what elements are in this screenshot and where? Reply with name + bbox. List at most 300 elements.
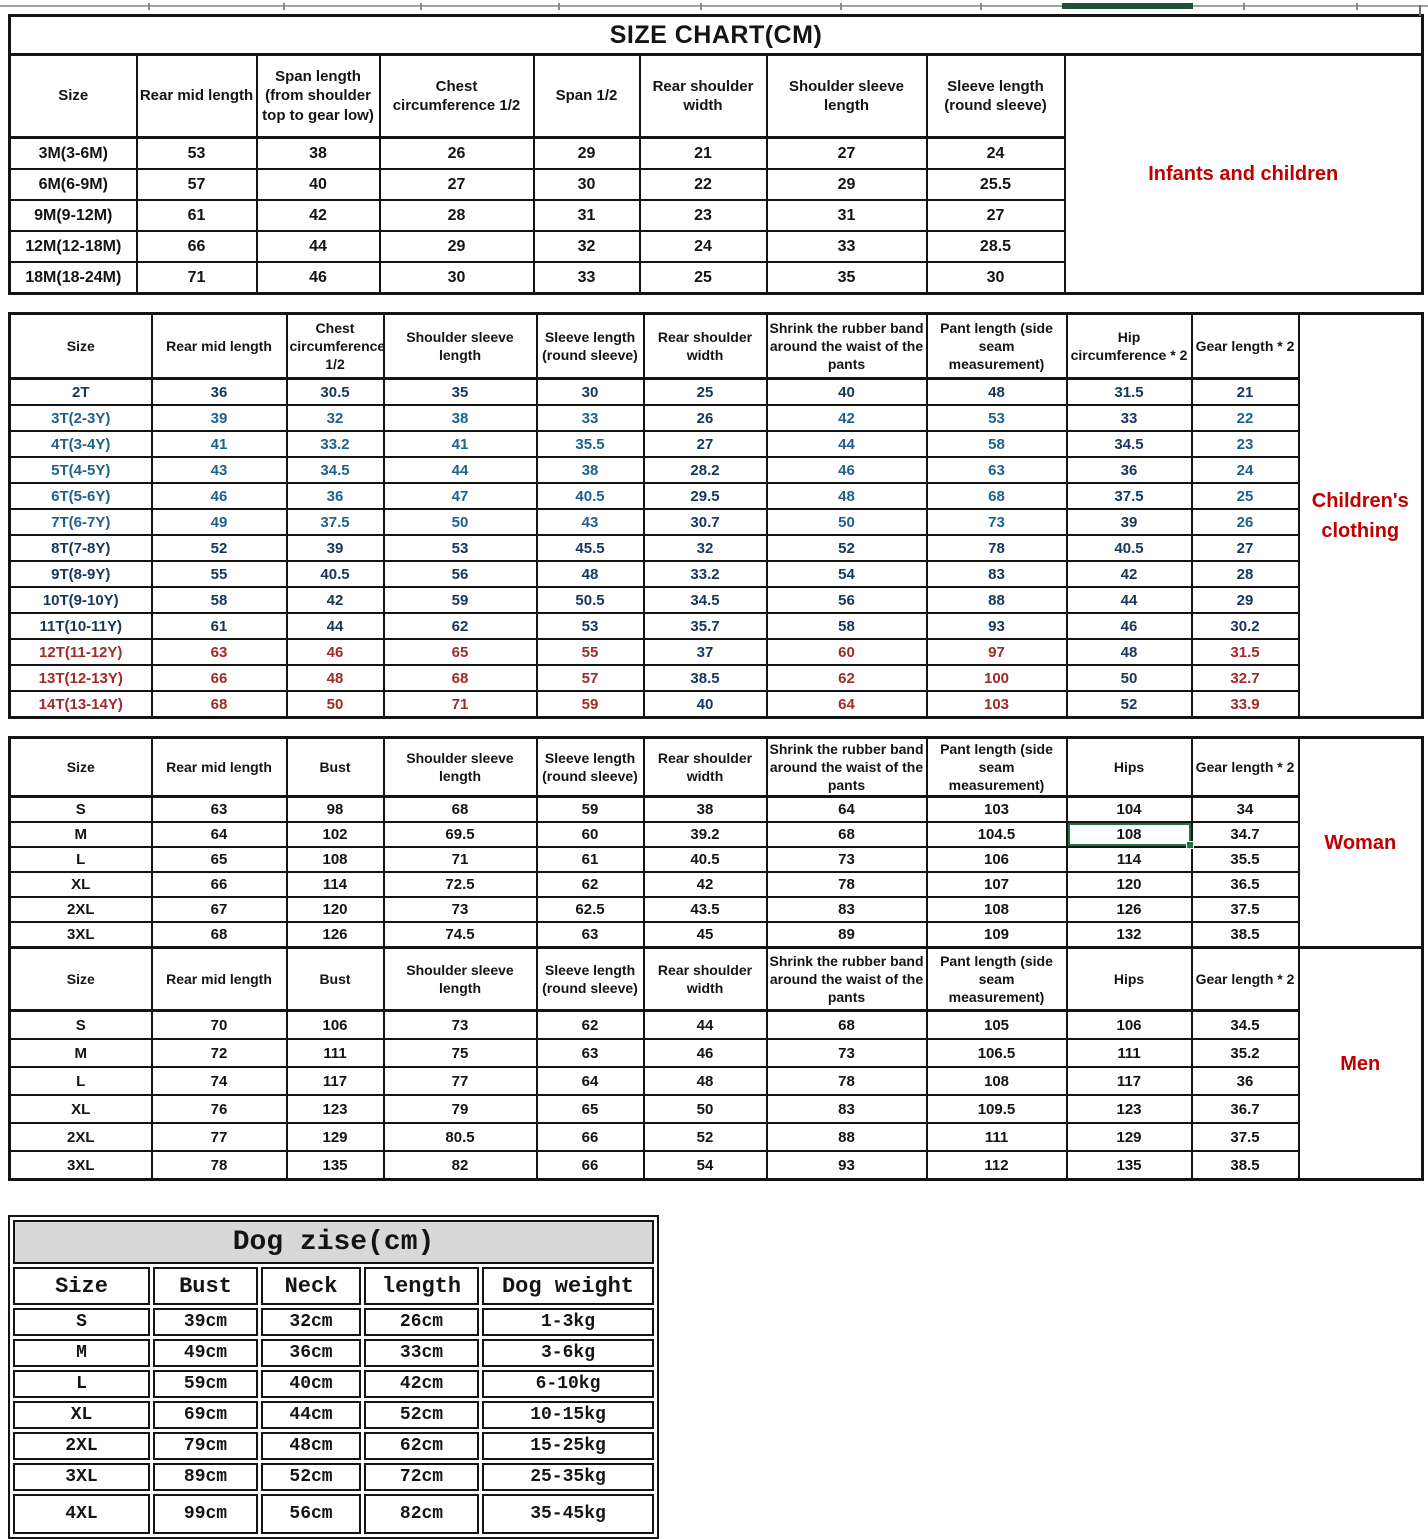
table-row — [10, 639, 1423, 665]
column-tick — [558, 3, 560, 10]
size-cell: 3T(2-3Y) — [10, 405, 152, 431]
size-cell: L — [13, 1370, 150, 1398]
value-cell: 111 — [287, 1039, 384, 1067]
value-cell: 32 — [534, 231, 640, 262]
value-cell: 35.2 — [1192, 1039, 1299, 1067]
table-row — [10, 405, 1423, 431]
value-cell: 43.5 — [644, 897, 767, 922]
size-cell: 9T(8-9Y) — [10, 561, 152, 587]
header-row — [10, 948, 1423, 1011]
value-cell: 66 — [152, 872, 287, 897]
value-cell: 53 — [537, 613, 644, 639]
size-cell: 18M(18-24M) — [10, 262, 137, 294]
value-cell: 66 — [137, 231, 257, 262]
size-cell: S — [10, 1011, 152, 1040]
value-cell: 57 — [137, 169, 257, 200]
category-side-label: Infants and children — [1065, 55, 1423, 294]
column-header: Bust — [287, 948, 384, 1011]
column-header: Sleeve length (round sleeve) — [537, 314, 644, 379]
value-cell: 108 — [927, 1067, 1067, 1095]
column-header: Dog weight — [482, 1267, 654, 1305]
size-cell: M — [10, 1039, 152, 1067]
size-cell: 6T(5-6Y) — [10, 483, 152, 509]
size-cell: 3XL — [10, 1151, 152, 1180]
value-cell: 37.5 — [1067, 483, 1192, 509]
value-cell: 73 — [927, 509, 1067, 535]
value-cell: 26cm — [364, 1308, 479, 1336]
value-cell: 106 — [1067, 1011, 1192, 1040]
value-cell: 68 — [152, 922, 287, 948]
column-header: Neck — [261, 1267, 361, 1305]
value-cell: 83 — [927, 561, 1067, 587]
value-cell: 126 — [287, 922, 384, 948]
table-row — [10, 797, 1423, 823]
size-cell: 12M(12-18M) — [10, 231, 137, 262]
value-cell: 68 — [767, 822, 927, 847]
value-cell: 32 — [287, 405, 384, 431]
column-header: Shoulder sleeve length — [384, 948, 537, 1011]
column-header: Shoulder sleeve length — [384, 314, 537, 379]
value-cell: 107 — [927, 872, 1067, 897]
value-cell: 28 — [1192, 561, 1299, 587]
value-cell: 62cm — [364, 1432, 479, 1460]
value-cell: 40.5 — [287, 561, 384, 587]
spreadsheet-gridline — [0, 5, 1428, 7]
table-row — [13, 1432, 654, 1460]
value-cell: 34.5 — [287, 457, 384, 483]
value-cell: 21 — [640, 138, 767, 170]
value-cell: 37 — [644, 639, 767, 665]
size-cell: 2XL — [10, 1123, 152, 1151]
column-header: Chest circumference 1/2 — [287, 314, 384, 379]
value-cell: 78 — [152, 1151, 287, 1180]
value-cell: 52 — [767, 535, 927, 561]
size-cell: XL — [10, 872, 152, 897]
size-cell: 3M(3-6M) — [10, 138, 137, 170]
value-cell: 89cm — [153, 1463, 258, 1491]
column-header: Chest circumference 1/2 — [380, 55, 534, 138]
value-cell: 76 — [152, 1095, 287, 1123]
column-header: Size — [13, 1267, 150, 1305]
value-cell: 44 — [1067, 587, 1192, 613]
table-row — [10, 535, 1423, 561]
value-cell: 38 — [537, 457, 644, 483]
column-header: Shrink the rubber band around the waist of the pants — [767, 738, 927, 797]
value-cell: 45.5 — [537, 535, 644, 561]
value-cell: 38.5 — [1192, 922, 1299, 948]
value-cell: 58 — [767, 613, 927, 639]
value-cell: 68 — [384, 797, 537, 823]
value-cell: 15-25kg — [482, 1432, 654, 1460]
value-cell: 36 — [287, 483, 384, 509]
value-cell: 89 — [767, 922, 927, 948]
value-cell: 46 — [287, 639, 384, 665]
value-cell: 22 — [1192, 405, 1299, 431]
value-cell: 27 — [927, 200, 1065, 231]
value-cell: 10-15kg — [482, 1401, 654, 1429]
value-cell: 36 — [152, 379, 287, 406]
column-header: Pant length (side seam measurement) — [927, 314, 1067, 379]
value-cell: 64 — [537, 1067, 644, 1095]
value-cell: 99cm — [153, 1494, 258, 1534]
value-cell: 67 — [152, 897, 287, 922]
column-header: Rear mid length — [152, 738, 287, 797]
value-cell: 32cm — [261, 1308, 361, 1336]
value-cell: 78 — [767, 872, 927, 897]
value-cell: 111 — [1067, 1039, 1192, 1067]
value-cell: 27 — [644, 431, 767, 457]
size-cell: M — [10, 822, 152, 847]
value-cell: 34.5 — [1192, 1011, 1299, 1040]
value-cell: 64 — [152, 822, 287, 847]
value-cell: 3-6kg — [482, 1339, 654, 1367]
value-cell: 106 — [927, 847, 1067, 872]
column-tick — [1356, 3, 1358, 10]
value-cell: 26 — [380, 138, 534, 170]
value-cell: 53 — [384, 535, 537, 561]
column-header: Size — [10, 738, 152, 797]
value-cell: 32.7 — [1192, 665, 1299, 691]
value-cell: 50 — [1067, 665, 1192, 691]
value-cell: 68 — [767, 1011, 927, 1040]
value-cell: 62 — [767, 665, 927, 691]
value-cell: 63 — [537, 922, 644, 948]
value-cell: 66 — [537, 1151, 644, 1180]
column-header: Bust — [153, 1267, 258, 1305]
value-cell: 48 — [1067, 639, 1192, 665]
value-cell: 43 — [152, 457, 287, 483]
value-cell: 117 — [287, 1067, 384, 1095]
value-cell: 38 — [644, 797, 767, 823]
column-header: Sleeve length (round sleeve) — [537, 738, 644, 797]
value-cell: 61 — [537, 847, 644, 872]
value-cell: 48 — [767, 483, 927, 509]
value-cell: 42 — [1067, 561, 1192, 587]
value-cell: 33cm — [364, 1339, 479, 1367]
value-cell: 44cm — [261, 1401, 361, 1429]
value-cell: 31 — [534, 200, 640, 231]
value-cell: 79 — [384, 1095, 537, 1123]
column-header: Rear mid length — [137, 55, 257, 138]
column-header: Hips — [1067, 948, 1192, 1011]
header-row — [13, 1267, 654, 1305]
value-cell: 46 — [644, 1039, 767, 1067]
value-cell: 114 — [287, 872, 384, 897]
value-cell: 59cm — [153, 1370, 258, 1398]
value-cell: 25.5 — [927, 169, 1065, 200]
table-row — [13, 1308, 654, 1336]
table-row — [10, 922, 1423, 948]
column-header: Sleeve length (round sleeve) — [927, 55, 1065, 138]
value-cell: 42 — [257, 200, 380, 231]
size-cell: 14T(13-14Y) — [10, 691, 152, 718]
value-cell: 45 — [644, 922, 767, 948]
column-header: Shoulder sleeve length — [767, 55, 927, 138]
column-tick — [1243, 3, 1245, 10]
value-cell: 48 — [287, 665, 384, 691]
column-header: Rear shoulder width — [644, 948, 767, 1011]
value-cell: 31.5 — [1067, 379, 1192, 406]
value-cell: 79cm — [153, 1432, 258, 1460]
value-cell: 44 — [644, 1011, 767, 1040]
value-cell: 77 — [152, 1123, 287, 1151]
value-cell: 63 — [537, 1039, 644, 1067]
value-cell: 82cm — [364, 1494, 479, 1534]
value-cell: 103 — [927, 797, 1067, 823]
category-side-label: Children's clothing — [1299, 314, 1423, 718]
value-cell: 38 — [257, 138, 380, 170]
table-row — [10, 1039, 1423, 1067]
value-cell: 32 — [644, 535, 767, 561]
value-cell: 52 — [152, 535, 287, 561]
column-header: Gear length * 2 — [1192, 314, 1299, 379]
value-cell: 36.7 — [1192, 1095, 1299, 1123]
value-cell: 42 — [644, 872, 767, 897]
value-cell: 29 — [380, 231, 534, 262]
value-cell: 28 — [380, 200, 534, 231]
size-cell: XL — [13, 1401, 150, 1429]
value-cell: 35 — [384, 379, 537, 406]
size-cell: 5T(4-5Y) — [10, 457, 152, 483]
table-row — [13, 1370, 654, 1398]
value-cell: 27 — [1192, 535, 1299, 561]
value-cell: 82 — [384, 1151, 537, 1180]
category-side-label: Woman — [1299, 738, 1423, 948]
value-cell: 126 — [1067, 897, 1192, 922]
value-cell: 88 — [927, 587, 1067, 613]
selected-cell: 108 — [1067, 822, 1192, 847]
column-header: Sleeve length (round sleeve) — [537, 948, 644, 1011]
value-cell: 30 — [534, 169, 640, 200]
value-cell: 114 — [1067, 847, 1192, 872]
value-cell: 65 — [537, 1095, 644, 1123]
column-header: Shrink the rubber band around the waist of the pants — [767, 948, 927, 1011]
value-cell: 33.2 — [287, 431, 384, 457]
value-cell: 53 — [927, 405, 1067, 431]
value-cell: 29 — [1192, 587, 1299, 613]
value-cell: 55 — [152, 561, 287, 587]
table-row — [13, 1339, 654, 1367]
value-cell: 63 — [152, 797, 287, 823]
column-header: Rear shoulder width — [644, 314, 767, 379]
column-tick — [840, 3, 842, 10]
value-cell: 47 — [384, 483, 537, 509]
size-cell: 4XL — [13, 1494, 150, 1534]
size-cell: S — [13, 1308, 150, 1336]
table-row — [10, 613, 1423, 639]
column-header: Shrink the rubber band around the waist of the pants — [767, 314, 927, 379]
column-header: Shoulder sleeve length — [384, 738, 537, 797]
value-cell: 93 — [927, 613, 1067, 639]
value-cell: 71 — [137, 262, 257, 294]
value-cell: 35 — [767, 262, 927, 294]
value-cell: 42 — [767, 405, 927, 431]
size-cell: 10T(9-10Y) — [10, 587, 152, 613]
value-cell: 50 — [644, 1095, 767, 1123]
value-cell: 57 — [537, 665, 644, 691]
value-cell: 1-3kg — [482, 1308, 654, 1336]
column-header: Hips — [1067, 738, 1192, 797]
value-cell: 65 — [152, 847, 287, 872]
value-cell: 37.5 — [1192, 897, 1299, 922]
value-cell: 43 — [537, 509, 644, 535]
value-cell: 40 — [257, 169, 380, 200]
value-cell: 71 — [384, 691, 537, 718]
value-cell: 108 — [287, 847, 384, 872]
value-cell: 37.5 — [1192, 1123, 1299, 1151]
value-cell: 56 — [384, 561, 537, 587]
table-row — [10, 457, 1423, 483]
value-cell: 25 — [1192, 483, 1299, 509]
table-row — [13, 1401, 654, 1429]
value-cell: 39cm — [153, 1308, 258, 1336]
table-row — [10, 1151, 1423, 1180]
value-cell: 29.5 — [644, 483, 767, 509]
value-cell: 35.5 — [1192, 847, 1299, 872]
value-cell: 68 — [927, 483, 1067, 509]
dog-size-table-title: Dog zise(cm) — [13, 1220, 654, 1264]
value-cell: 40 — [644, 691, 767, 718]
value-cell: 39 — [287, 535, 384, 561]
column-header: Bust — [287, 738, 384, 797]
value-cell: 61 — [152, 613, 287, 639]
value-cell: 27 — [767, 138, 927, 170]
value-cell: 44 — [384, 457, 537, 483]
value-cell: 23 — [640, 200, 767, 231]
value-cell: 62.5 — [537, 897, 644, 922]
value-cell: 50 — [767, 509, 927, 535]
value-cell: 88 — [767, 1123, 927, 1151]
value-cell: 120 — [287, 897, 384, 922]
value-cell: 48 — [927, 379, 1067, 406]
value-cell: 109.5 — [927, 1095, 1067, 1123]
value-cell: 40cm — [261, 1370, 361, 1398]
value-cell: 72 — [152, 1039, 287, 1067]
size-cell: S — [10, 797, 152, 823]
column-tick — [980, 3, 982, 10]
dog-size-table — [8, 1215, 659, 1539]
table-row — [10, 1011, 1423, 1040]
value-cell: 65 — [384, 639, 537, 665]
value-cell: 58 — [927, 431, 1067, 457]
header-row — [10, 55, 1423, 138]
size-cell: 3XL — [10, 922, 152, 948]
value-cell: 56cm — [261, 1494, 361, 1534]
value-cell: 71 — [384, 847, 537, 872]
value-cell: 109 — [927, 922, 1067, 948]
table-row — [10, 1095, 1423, 1123]
value-cell: 78 — [767, 1067, 927, 1095]
table-row — [10, 872, 1423, 897]
table-row — [13, 1494, 654, 1534]
value-cell: 68 — [152, 691, 287, 718]
value-cell: 30 — [380, 262, 534, 294]
value-cell: 28.5 — [927, 231, 1065, 262]
value-cell: 53 — [137, 138, 257, 170]
value-cell: 74.5 — [384, 922, 537, 948]
value-cell: 52cm — [364, 1401, 479, 1429]
value-cell: 29 — [534, 138, 640, 170]
value-cell: 23 — [1192, 431, 1299, 457]
value-cell: 36 — [1067, 457, 1192, 483]
value-cell: 44 — [767, 431, 927, 457]
column-header: Rear shoulder width — [640, 55, 767, 138]
infants-size-table — [8, 14, 1424, 295]
value-cell: 60 — [537, 822, 644, 847]
column-header: Hip circumference * 2 — [1067, 314, 1192, 379]
value-cell: 24 — [1192, 457, 1299, 483]
table-row — [10, 847, 1423, 872]
size-cell: 2XL — [10, 897, 152, 922]
value-cell: 135 — [287, 1151, 384, 1180]
value-cell: 36 — [1192, 1067, 1299, 1095]
value-cell: 40 — [767, 379, 927, 406]
value-cell: 6-10kg — [482, 1370, 654, 1398]
value-cell: 36.5 — [1192, 872, 1299, 897]
value-cell: 62 — [384, 613, 537, 639]
column-tick — [283, 3, 285, 10]
value-cell: 72.5 — [384, 872, 537, 897]
value-cell: 52 — [644, 1123, 767, 1151]
value-cell: 30.7 — [644, 509, 767, 535]
value-cell: 24 — [640, 231, 767, 262]
value-cell: 41 — [384, 431, 537, 457]
value-cell: 83 — [767, 1095, 927, 1123]
value-cell: 66 — [537, 1123, 644, 1151]
value-cell: 24 — [927, 138, 1065, 170]
men-size-table — [8, 946, 1424, 1181]
value-cell: 54 — [644, 1151, 767, 1180]
value-cell: 69cm — [153, 1401, 258, 1429]
value-cell: 44 — [257, 231, 380, 262]
table-row — [10, 561, 1423, 587]
value-cell: 39 — [152, 405, 287, 431]
value-cell: 117 — [1067, 1067, 1192, 1095]
value-cell: 64 — [767, 691, 927, 718]
value-cell: 22 — [640, 169, 767, 200]
column-header: Span length (from shoulder top to gear low) — [257, 55, 380, 138]
value-cell: 25-35kg — [482, 1463, 654, 1491]
value-cell: 40.5 — [537, 483, 644, 509]
value-cell: 33 — [534, 262, 640, 294]
value-cell: 74 — [152, 1067, 287, 1095]
value-cell: 34.5 — [1067, 431, 1192, 457]
value-cell: 78 — [927, 535, 1067, 561]
size-cell: XL — [10, 1095, 152, 1123]
size-cell: 12T(11-12Y) — [10, 639, 152, 665]
value-cell: 33.9 — [1192, 691, 1299, 718]
column-header: Pant length (side seam measurement) — [927, 738, 1067, 797]
value-cell: 102 — [287, 822, 384, 847]
value-cell: 38.5 — [1192, 1151, 1299, 1180]
value-cell: 72cm — [364, 1463, 479, 1491]
column-header: length — [364, 1267, 479, 1305]
size-cell: L — [10, 1067, 152, 1095]
size-cell: 2XL — [13, 1432, 150, 1460]
column-tick — [420, 3, 422, 10]
value-cell: 56 — [767, 587, 927, 613]
value-cell: 31 — [767, 200, 927, 231]
value-cell: 106 — [287, 1011, 384, 1040]
value-cell: 39 — [1067, 509, 1192, 535]
value-cell: 50 — [384, 509, 537, 535]
value-cell: 68 — [384, 665, 537, 691]
value-cell: 26 — [644, 405, 767, 431]
value-cell: 129 — [1067, 1123, 1192, 1151]
value-cell: 123 — [1067, 1095, 1192, 1123]
value-cell: 30 — [537, 379, 644, 406]
value-cell: 63 — [927, 457, 1067, 483]
